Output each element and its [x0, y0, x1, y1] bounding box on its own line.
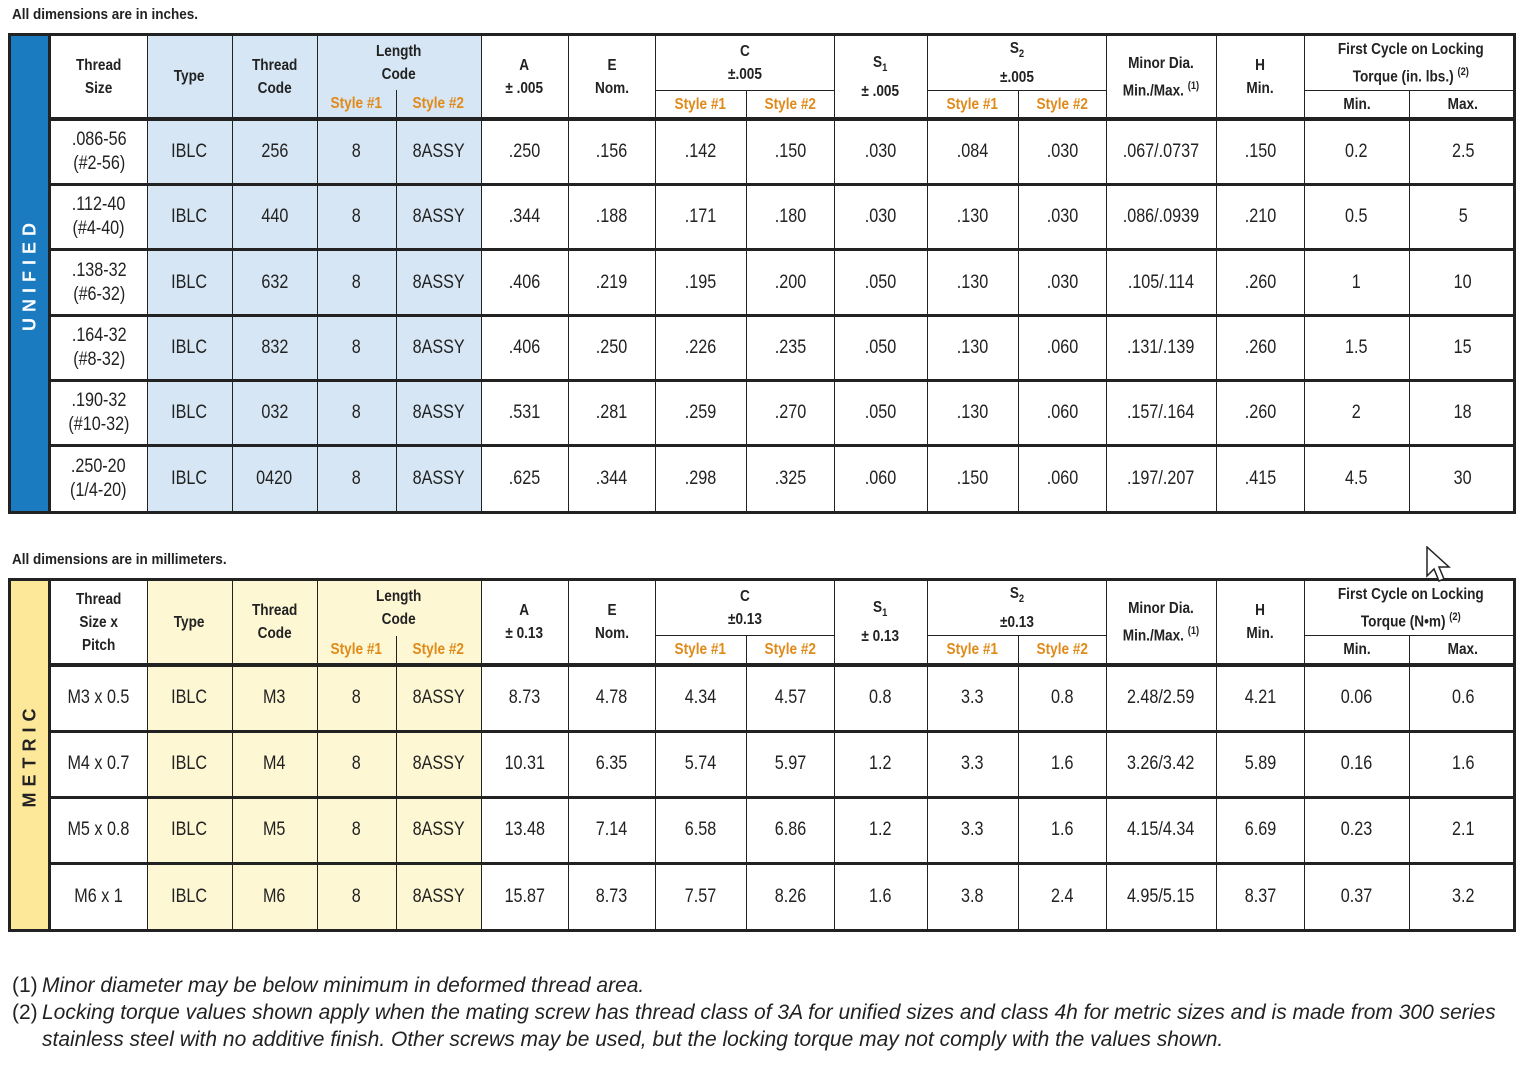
cell-length-style2: 8ASSY: [396, 185, 481, 250]
cell-minor-dia: 4.15/4.34: [1106, 797, 1216, 863]
cell-c-style1: .142: [655, 119, 746, 184]
header-s2-style2: Style #2: [1018, 636, 1106, 665]
cell-s1: 1.2: [834, 797, 927, 863]
cell-type: IBLC: [147, 446, 232, 511]
cell-torque-max: 5: [1409, 185, 1516, 250]
metric-side-bar: [11, 581, 51, 929]
cell-s2-style1: .130: [927, 380, 1018, 445]
cell-torque-min: 0.37: [1304, 863, 1409, 929]
metric-caption: All dimensions are in millimeters.: [12, 551, 227, 568]
cell-length-style2: 8ASSY: [396, 665, 481, 731]
cell-c-style1: .171: [655, 185, 746, 250]
cell-s1: .050: [834, 315, 927, 380]
cell-s2-style2: 0.8: [1018, 665, 1106, 731]
cell-e: .188: [568, 185, 655, 250]
table-row: [51, 446, 1516, 511]
cell-length-style1: 8: [317, 863, 396, 929]
cell-s1: 0.8: [834, 665, 927, 731]
cell-e: 4.78: [568, 665, 655, 731]
header-h: H Min.: [1216, 36, 1304, 119]
cell-type: IBLC: [147, 665, 232, 731]
cell-c-style2: .200: [746, 250, 834, 315]
cell-length-style1: 8: [317, 665, 396, 731]
table-row: [51, 250, 1516, 315]
cell-thread-code: M4: [232, 731, 317, 797]
cell-a: 13.48: [481, 797, 568, 863]
cell-thread-size: .138-32 (#6-32): [51, 250, 147, 315]
cell-h: .210: [1216, 185, 1304, 250]
unified-side-bar: [11, 36, 51, 511]
table-row: [51, 185, 1516, 250]
cell-a: .406: [481, 315, 568, 380]
cell-s2-style1: 3.3: [927, 665, 1018, 731]
cell-h: .260: [1216, 315, 1304, 380]
cell-s2-style2: .060: [1018, 446, 1106, 511]
cell-c-style1: .195: [655, 250, 746, 315]
cell-thread-code: 032: [232, 380, 317, 445]
cell-length-style2: 8ASSY: [396, 797, 481, 863]
header-type: Type: [147, 36, 232, 119]
header-torque: First Cycle on Locking Torque (in. lbs.) $^{(2)}$: [1304, 36, 1516, 90]
cell-thread-code: 440: [232, 185, 317, 250]
header-length-style2: Style #2: [396, 90, 481, 119]
header-minor-dia: Minor Dia. Min./Max. $^{(1)}$: [1106, 36, 1216, 119]
cell-torque-max: 2.1: [1409, 797, 1516, 863]
cell-length-style2: 8ASSY: [396, 119, 481, 184]
table-row: [51, 797, 1516, 863]
cell-torque-max: 18: [1409, 380, 1516, 445]
cell-thread-size: .112-40 (#4-40): [51, 185, 147, 250]
cell-thread-code: 632: [232, 250, 317, 315]
cell-s2-style2: 1.6: [1018, 731, 1106, 797]
cell-thread-code: 832: [232, 315, 317, 380]
cell-minor-dia: .157/.164: [1106, 380, 1216, 445]
cell-length-style2: 8ASSY: [396, 250, 481, 315]
cell-length-style1: 8: [317, 119, 396, 184]
header-minor-dia: Minor Dia. Min./Max. $^{(1)}$: [1106, 581, 1216, 665]
cell-s2-style1: 3.3: [927, 797, 1018, 863]
cell-length-style1: 8: [317, 185, 396, 250]
cell-type: IBLC: [147, 731, 232, 797]
cell-h: 8.37: [1216, 863, 1304, 929]
header-torque-min: Min.: [1304, 90, 1409, 119]
cell-e: .281: [568, 380, 655, 445]
cell-a: .531: [481, 380, 568, 445]
table-row: [51, 315, 1516, 380]
cell-e: .156: [568, 119, 655, 184]
cell-thread-size: M6 x 1: [51, 863, 147, 929]
cell-torque-min: 2: [1304, 380, 1409, 445]
cell-a: .344: [481, 185, 568, 250]
cell-s2-style2: .030: [1018, 250, 1106, 315]
cell-s2-style1: .084: [927, 119, 1018, 184]
cell-torque-max: 10: [1409, 250, 1516, 315]
cell-length-style2: 8ASSY: [396, 446, 481, 511]
cell-thread-code: 0420: [232, 446, 317, 511]
cell-minor-dia: 4.95/5.15: [1106, 863, 1216, 929]
cell-length-style1: 8: [317, 315, 396, 380]
cell-torque-min: 0.16: [1304, 731, 1409, 797]
cell-c-style1: .226: [655, 315, 746, 380]
header-length-code: Length Code: [317, 581, 481, 636]
cell-e: 8.73: [568, 863, 655, 929]
cell-thread-size: .086-56 (#2-56): [51, 119, 147, 184]
cell-thread-size: .190-32 (#10-32): [51, 380, 147, 445]
cell-c-style2: 8.26: [746, 863, 834, 929]
cell-s1: 1.6: [834, 863, 927, 929]
table-row: [51, 731, 1516, 797]
cell-minor-dia: .105/.114: [1106, 250, 1216, 315]
cell-thread-size: .164-32 (#8-32): [51, 315, 147, 380]
cell-length-style2: 8ASSY: [396, 315, 481, 380]
header-c-style1: Style #1: [655, 636, 746, 665]
table-row: [51, 665, 1516, 731]
cell-minor-dia: 3.26/3.42: [1106, 731, 1216, 797]
unified-caption: All dimensions are in inches.: [12, 6, 199, 23]
cell-s2-style2: .030: [1018, 119, 1106, 184]
cell-type: IBLC: [147, 863, 232, 929]
cell-length-style1: 8: [317, 446, 396, 511]
unified-table: [51, 36, 1516, 511]
cell-c-style1: .298: [655, 446, 746, 511]
header-length-style1: Style #1: [317, 90, 396, 119]
cell-c-style2: 5.97: [746, 731, 834, 797]
cell-s2-style2: .030: [1018, 185, 1106, 250]
header-torque-max: Max.: [1409, 90, 1516, 119]
cell-thread-size: M5 x 0.8: [51, 797, 147, 863]
metric-table: [51, 581, 1516, 929]
cell-c-style1: 4.34: [655, 665, 746, 731]
cell-minor-dia: .197/.207: [1106, 446, 1216, 511]
cell-thread-code: M6: [232, 863, 317, 929]
metric-side-label: METRIC: [19, 702, 39, 808]
cell-c-style2: .150: [746, 119, 834, 184]
cell-s1: .060: [834, 446, 927, 511]
cell-minor-dia: .086/.0939: [1106, 185, 1216, 250]
cell-torque-min: 0.5: [1304, 185, 1409, 250]
cell-torque-max: 1.6: [1409, 731, 1516, 797]
cell-torque-min: 4.5: [1304, 446, 1409, 511]
header-c: C ±0.13: [655, 581, 834, 636]
cell-thread-code: M3: [232, 665, 317, 731]
header-a: A ± 0.13: [481, 581, 568, 665]
cell-thread-code: 256: [232, 119, 317, 184]
cell-a: .406: [481, 250, 568, 315]
cell-c-style2: 4.57: [746, 665, 834, 731]
cell-torque-max: 0.6: [1409, 665, 1516, 731]
cell-torque-min: 0.23: [1304, 797, 1409, 863]
cell-c-style2: .270: [746, 380, 834, 445]
header-c: C ±.005: [655, 36, 834, 90]
cell-s1: 1.2: [834, 731, 927, 797]
header-torque-max: Max.: [1409, 636, 1516, 665]
cell-length-style1: 8: [317, 731, 396, 797]
unified-side-label: UNIFIED: [19, 216, 39, 331]
header-e: E Nom.: [568, 581, 655, 665]
header-s2-style1: Style #1: [927, 90, 1018, 119]
table-row: [51, 380, 1516, 445]
cell-s2-style1: .130: [927, 250, 1018, 315]
unified-table-block: [8, 33, 1516, 514]
footnotes: [12, 972, 1517, 1053]
cell-s2-style2: 1.6: [1018, 797, 1106, 863]
cell-s1: .050: [834, 250, 927, 315]
header-thread-size: Thread Size x Pitch: [51, 581, 147, 665]
cell-s1: .050: [834, 380, 927, 445]
cell-h: .415: [1216, 446, 1304, 511]
header-s2: $S_2$ ±0.13: [927, 581, 1106, 636]
cell-h: .150: [1216, 119, 1304, 184]
cell-torque-max: 15: [1409, 315, 1516, 380]
header-thread-size: Thread Size: [51, 36, 147, 119]
cell-torque-max: 3.2: [1409, 863, 1516, 929]
cell-c-style2: .235: [746, 315, 834, 380]
cell-length-style2: 8ASSY: [396, 731, 481, 797]
header-thread-code: Thread Code: [232, 36, 317, 119]
header-length-style2: Style #2: [396, 636, 481, 665]
cell-a: 10.31: [481, 731, 568, 797]
header-s1: $S_1$ ± .005: [834, 36, 927, 119]
cell-a: 8.73: [481, 665, 568, 731]
cell-c-style2: 6.86: [746, 797, 834, 863]
header-thread-code: Thread Code: [232, 581, 317, 665]
cell-length-style1: 8: [317, 380, 396, 445]
cell-e: .250: [568, 315, 655, 380]
cell-h: 4.21: [1216, 665, 1304, 731]
cell-c-style2: .325: [746, 446, 834, 511]
cell-thread-size: .250-20 (1/4-20): [51, 446, 147, 511]
header-s1: $S_1$ ± 0.13: [834, 581, 927, 665]
cell-torque-min: 0.06: [1304, 665, 1409, 731]
header-s2-style2: Style #2: [1018, 90, 1106, 119]
cell-torque-min: 0.2: [1304, 119, 1409, 184]
cell-c-style1: 5.74: [655, 731, 746, 797]
cell-torque-min: 1: [1304, 250, 1409, 315]
cell-e: .344: [568, 446, 655, 511]
cell-c-style1: .259: [655, 380, 746, 445]
header-h: H Min.: [1216, 581, 1304, 665]
cell-minor-dia: .131/.139: [1106, 315, 1216, 380]
cell-h: 6.69: [1216, 797, 1304, 863]
cell-torque-max: 2.5: [1409, 119, 1516, 184]
header-s2-style1: Style #1: [927, 636, 1018, 665]
cell-length-style1: 8: [317, 250, 396, 315]
metric-table-block: [8, 578, 1516, 932]
cell-torque-min: 1.5: [1304, 315, 1409, 380]
cell-type: IBLC: [147, 185, 232, 250]
cell-s2-style1: .150: [927, 446, 1018, 511]
cell-type: IBLC: [147, 315, 232, 380]
cell-thread-code: M5: [232, 797, 317, 863]
cell-thread-size: M4 x 0.7: [51, 731, 147, 797]
cell-minor-dia: .067/.0737: [1106, 119, 1216, 184]
cell-a: .250: [481, 119, 568, 184]
cell-a: 15.87: [481, 863, 568, 929]
cell-type: IBLC: [147, 380, 232, 445]
cell-s2-style1: 3.3: [927, 731, 1018, 797]
cell-s2-style1: .130: [927, 315, 1018, 380]
cell-c-style1: 6.58: [655, 797, 746, 863]
cell-length-style2: 8ASSY: [396, 380, 481, 445]
cell-s2-style2: 2.4: [1018, 863, 1106, 929]
header-e: E Nom.: [568, 36, 655, 119]
header-length-style1: Style #1: [317, 636, 396, 665]
cell-h: .260: [1216, 250, 1304, 315]
header-torque-min: Min.: [1304, 636, 1409, 665]
header-c-style1: Style #1: [655, 90, 746, 119]
table-row: [51, 863, 1516, 929]
cell-minor-dia: 2.48/2.59: [1106, 665, 1216, 731]
cell-s2-style2: .060: [1018, 315, 1106, 380]
cell-c-style1: 7.57: [655, 863, 746, 929]
cell-length-style1: 8: [317, 797, 396, 863]
header-c-style2: Style #2: [746, 90, 834, 119]
cell-h: .260: [1216, 380, 1304, 445]
cell-s1: .030: [834, 185, 927, 250]
cell-e: 6.35: [568, 731, 655, 797]
cell-e: .219: [568, 250, 655, 315]
footnote-1: (1) Minor diameter may be below minimum in deformed thread area.: [12, 974, 645, 997]
cell-a: .625: [481, 446, 568, 511]
cell-type: IBLC: [147, 797, 232, 863]
cell-length-style2: 8ASSY: [396, 863, 481, 929]
header-c-style2: Style #2: [746, 636, 834, 665]
cell-s2-style1: .130: [927, 185, 1018, 250]
cell-s1: .030: [834, 119, 927, 184]
cell-type: IBLC: [147, 250, 232, 315]
mouse-pointer-icon: [1426, 546, 1452, 586]
header-a: A ± .005: [481, 36, 568, 119]
cell-c-style2: .180: [746, 185, 834, 250]
footnote-2: (2) Locking torque values shown apply when the mating screw has thread class of 3A for unified sizes and class 4h for metric sizes and is made from 300 series stainless steel with no additive finish. Other screws may be used, but the locking torque may not comply with the values shown.: [12, 1001, 1496, 1051]
header-torque: First Cycle on Locking Torque (N•m) $^{(2)}$: [1304, 581, 1516, 636]
header-length-code: Length Code: [317, 36, 481, 90]
cell-h: 5.89: [1216, 731, 1304, 797]
cell-e: 7.14: [568, 797, 655, 863]
header-s2: $S_2$ ±.005: [927, 36, 1106, 90]
cell-s2-style1: 3.8: [927, 863, 1018, 929]
header-type: Type: [147, 581, 232, 665]
cell-type: IBLC: [147, 119, 232, 184]
cell-thread-size: M3 x 0.5: [51, 665, 147, 731]
table-row: [51, 119, 1516, 184]
cell-s2-style2: .060: [1018, 380, 1106, 445]
cell-torque-max: 30: [1409, 446, 1516, 511]
